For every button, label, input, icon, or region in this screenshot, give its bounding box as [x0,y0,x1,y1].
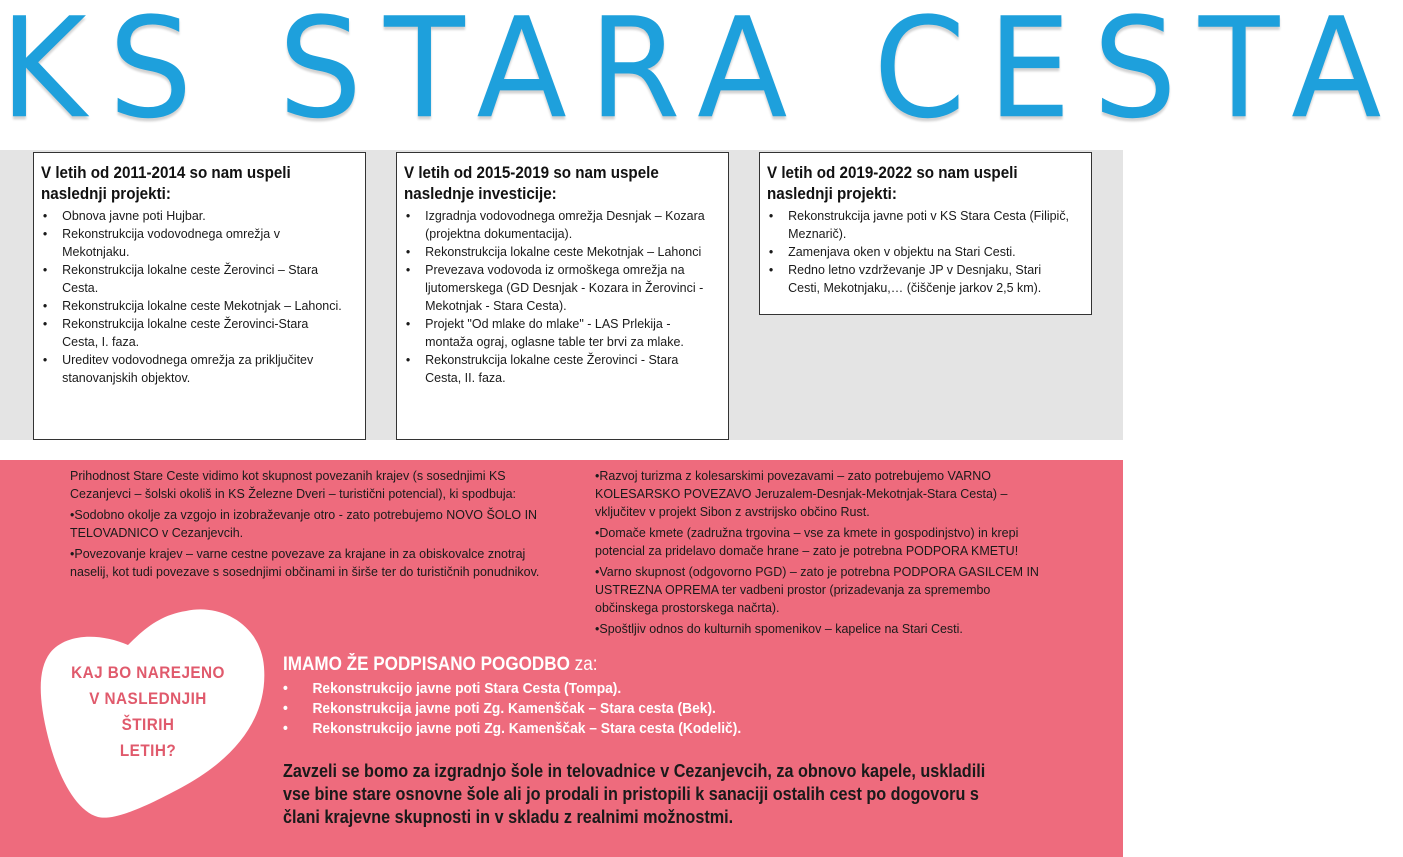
box-heading: V letih od 2015-2019 so nam uspele naslednje investicije: [404,164,659,203]
list-item: • Rekonstrukcija lokalne ceste Mekotnjak – Lahonci. [41,297,344,315]
paragraph: •Povezovanje krajev – varne cestne povezave za krajane in za obiskovalce znotraj naselij, kot tudi povezave s sosednjimi občinami in širše ter do turističnih ponudnikov. [70,546,540,579]
box-list [41,207,357,387]
box-list [767,207,1083,297]
paragraph: •Varno skupnost (odgovorno PGD) – zato je potrebna PODPORA GASILCEM IN USTREZNA OPREMA ter vadbeni prostor (prizadevanja za spremembo občinskega prostorskega načrta). [595,564,1039,615]
heart-line: ŠTIRIH [121,715,175,734]
page-title: KS STARA CESTA [0,0,1403,150]
list-item: • Prevezava vodovoda iz ormoškega omrežja na ljutomerskega (GD Desnjak - Kozara in Žerovinci - Mekotnjak - Stara Cesta). [404,261,707,315]
future-vision-right [595,467,1075,641]
list-item: • Ureditev vodovodnega omrežja za priključitev stanovanjskih objektov. [41,351,344,387]
achievements-box-2015-2019 [396,152,729,440]
list-item: • Rekonstrukcija javne poti v KS Stara Cesta (Filipič, Meznarič). [767,207,1070,243]
agreement-heading-suffix: za: [569,654,598,675]
paragraph: Prihodnost Stare Ceste vidimo kot skupnost povezanih krajev (s sosednjimi KS Cezanjevci – šolski okoliš in KS Železne Dveri – turistični potencial), ki spodbuja: [70,468,517,501]
agreement-heading-text: IMAMO ŽE PODPISANO POGODBO [283,654,570,675]
paragraph: •Domače kmete (zadružna trgovina – vse za kmete in gospodinjstvo) in krepi potencial za pridelavo domače hrane – zato je potrebna PODPORA KMETU! [595,525,1019,558]
paragraph: •Razvoj turizma z kolesarskimi povezavami – zato potrebujemo VARNO KOLESARSKO POVEZAVO Jeruzalem-Desnjak-Mekotnjak-Stara Cesta) – vključitev v projekt Sibon z avstrijsko občino Rust. [595,468,1008,519]
list-item: • Rekonstrukcija vodovodnega omrežja v Mekotnjaku. [41,225,344,261]
box-heading: V letih od 2019-2022 so nam uspeli naslednji projekti: [767,164,1018,203]
list-item: • Izgradnja vodovodnega omrežja Desnjak – Kozara (projektna dokumentacija). [404,207,707,243]
list-item: • Projekt "Od mlake do mlake" - LAS Prlekija - montaža ograj, oglasne table ter brvi za mlake. [404,315,707,351]
achievements-box-2011-2014 [33,152,366,440]
heart-line: KAJ BO NAREJENO [71,663,225,682]
agreement-heading [283,653,1021,677]
paragraph: •Spoštljiv odnos do kulturnih spomenikov – kapelice na Stari Cesti. [595,621,963,636]
list-item: • Redno letno vzdrževanje JP v Desnjaku, Stari Cesti, Mekotnjaku,… (čiščenje jarkov 2,5 km). [767,261,1070,297]
list-item: • Rekonstrukcija lokalne ceste Žerovinci - Stara Cesta, II. faza. [404,351,707,387]
closing-statement [283,760,1098,829]
signed-agreement [283,653,1103,739]
title-banner [0,0,1403,150]
heart-line: V NASLEDNJIH [89,689,207,708]
list-item: • Zamenjava oken v objektu na Stari Cesti. [767,243,1070,261]
future-vision-left [70,467,570,584]
closing-text: Zavzeli se bomo za izgradnjo šole in telovadnice v Cezanjevcih, za obnovo kapele, uskladili vse bine stare osnovne šole ali jo prodali in pristopili k sanaciji ostalih cest po dogovoru s člani krajevne skupnosti in v skladu z realnimi možnostmi. [283,761,986,827]
heart-line: LETIH? [119,741,177,760]
box-heading: V letih od 2011-2014 so nam uspeli naslednji projekti: [41,164,291,203]
box-list [404,207,720,387]
list-item: • Rekonstrukcija javne poti Zg. Kamenščak – Stara cesta (Bek). [283,699,1037,719]
list-item: • Rekonstrukcijo javne poti Stara Cesta (Tompa). [283,679,1037,699]
list-item: • Obnova javne poti Hujbar. [41,207,344,225]
paragraph: •Sodobno okolje za vzgojo in izobraževanje otro - zato potrebujemo NOVO ŠOLO IN TELOVADNICO v Cezanjevcih. [70,507,538,540]
list-item: • Rekonstrukcijo javne poti Zg. Kamenščak – Stara cesta (Kodelič). [283,719,1037,739]
list-item: • Rekonstrukcija lokalne ceste Žerovinci – Stara Cesta. [41,261,344,297]
achievements-box-2019-2022 [759,152,1092,315]
agreement-list [283,679,1103,739]
list-item: • Rekonstrukcija lokalne ceste Žerovinci-Stara Cesta, I. faza. [41,315,344,351]
list-item: • Rekonstrukcija lokalne ceste Mekotnjak – Lahonci [404,243,707,261]
heart-question [67,660,229,764]
